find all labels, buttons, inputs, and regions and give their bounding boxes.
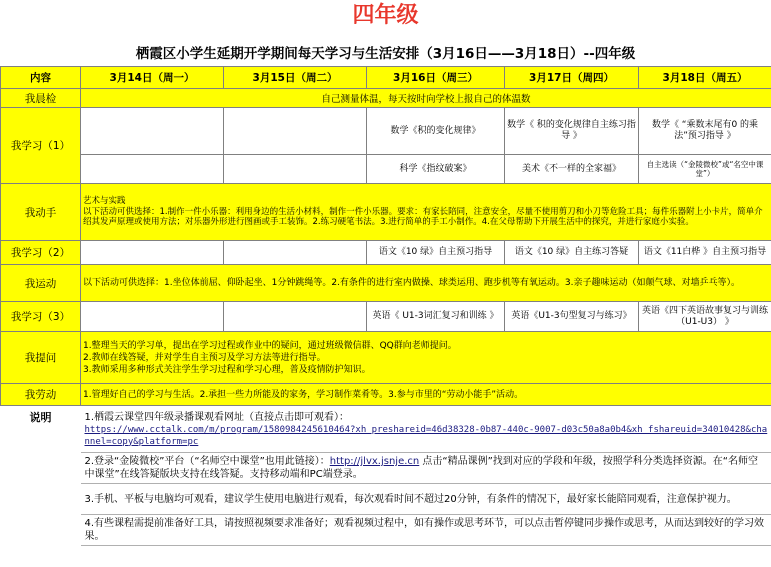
study1-a-day1 [81,108,224,155]
note-3: 3.手机、平板与电脑均可观看，建议学生使用电脑进行观看，每次观看时间不超过20分钟，有条件的情况下，最好家长能陪同观看，注意保护视力。 [81,484,771,515]
ask-line-3: 3.教师采用多种形式关注学生学习过程和学习心理，普及疫情防护知识。 [83,364,371,375]
notes-row [1,406,771,453]
row-study2 [1,241,771,265]
note-1 [81,406,771,453]
study1-a-day4: 数学《 积的变化规律自主练习指导 》 [505,108,639,155]
grade-title: 四年级 [352,3,419,28]
row-study1-b [1,155,771,184]
note-1-text: 1.栖霞云课堂四年级录播课观看网址（直接点击即可观看）： [84,411,350,423]
labor-text: 1.管理好自己的学习与生活。2.承担一些力所能及的家务，学习制作菜肴等。3.参与市里的“劳动小能手”活动。 [81,384,771,406]
study2-day1 [81,241,224,265]
morning-text: 自己测量体温，每天按时向学校上报自己的体温数 [81,89,771,108]
header-day-2: 3月15日（周二） [224,67,367,89]
row-exercise [1,265,771,302]
row-hands [1,184,771,241]
label-study1: 我学习（1） [1,108,81,184]
row-study1-a [1,108,771,155]
row-morning [1,89,771,108]
notes-row-2 [1,453,771,484]
hands-text: 艺术与实践 以下活动可供选择：1.制作一件小乐器：利用身边的生活小材料，制作一件小乐器。要求：有家长陪同，注意安全，尽量不使用剪刀和小刀等危险工具；每件乐器附上小卡片，简单介绍其发声原理或使用方法；对乐器外形进行图画或手工装饰。2.练习硬笔书法。3.进行简单的手工小制作。4.在父母帮助下开展生活中的探究，并进行家庭小实验。 [81,184,771,241]
header-content: 内容 [1,67,81,89]
study2-day2 [224,241,367,265]
study3-day1 [81,302,224,332]
label-labor: 我劳动 [1,384,81,406]
note-2-pre: 2.登录“金陵微校”平台（“名师空中课堂”也用此链接）： [84,456,330,467]
study3-day3: 英语《 U1-3词汇复习和训练 》 [367,302,505,332]
study3-day2 [224,302,367,332]
label-study3: 我学习（3） [1,302,81,332]
exercise-text: 以下活动可供选择：1.坐位体前屈、仰卧起坐、1分钟跳绳等。2.有条件的进行室内做操、球类运用、跑步机等有氧运动。3.亲子趣味运动（如颠气球、对墙乒乓等）。 [81,265,771,302]
header-day-4: 3月17日（周四） [505,67,639,89]
notes-row-4 [1,515,771,546]
notes-label: 说明 [1,406,81,546]
header-day-5: 3月18日（周五） [639,67,771,89]
header-day-1: 3月14日（周一） [81,67,224,89]
ask-line-1: 1.整理当天的学习单，提出在学习过程或作业中的疑问，通过班级微信群、QQ群向老师提问。 [83,340,457,351]
label-morning: 我晨检 [1,89,81,108]
notes-row-3 [1,484,771,515]
study1-a-day5: 数学《 “乘数末尾有0 的乘法”预习指导 》 [639,108,771,155]
schedule-title: 栖霞区小学生延期开学期间每天学习与生活安排（3月16日——3月18日）--四年级 [135,46,636,62]
study1-b-day1 [81,155,224,184]
study1-b-day2 [224,155,367,184]
study1-a-day2 [224,108,367,155]
label-exercise: 我运动 [1,265,81,302]
note-4: 4.有些课程需提前准备好工具，请按照视频要求准备好；观看视频过程中，如有操作或思考环节，可以点击暂停键同步操作或思考，从而达到较好的学习效果。 [81,515,771,546]
study1-a-day3: 数学《积的变化规律》 [367,108,505,155]
ask-text [81,332,771,384]
schedule-table [0,66,771,546]
note-2 [81,453,771,484]
jlvx-link[interactable]: http://jlvx.jsnje.cn [329,456,420,467]
header-row [1,67,771,89]
study2-day3: 语文《10 绿》自主预习指导 [367,241,505,265]
study2-day4: 语文《10 绿》自主练习答疑 [505,241,639,265]
row-labor [1,384,771,406]
study1-b-day4: 美术《不一样的全家福》 [505,155,639,184]
study2-day5: 语文《11白桦 》自主预习指导 [639,241,771,265]
study3-day4: 英语《U1-3句型复习与练习》 [505,302,639,332]
row-study3 [1,302,771,332]
label-hands: 我动手 [1,184,81,241]
header-day-3: 3月16日（周三） [367,67,505,89]
ask-line-2: 2.教师在线答疑，并对学生自主预习及学习方法等进行指导。 [83,352,326,363]
study1-b-day5: 自主选读（“金陵微校”或“名空中课堂”） [639,155,771,184]
row-ask [1,332,771,384]
label-study2: 我学习（2） [1,241,81,265]
study3-day5: 英语《四下英语故事复习与训练（U1-U3） 》 [639,302,771,332]
cctalk-link[interactable]: https://www.cctalk.com/m/program/1580984245610464?xh_preshareid=46d38328-0b87-440c-9007-d03c50a8a0b4&xh_fshareuid=34010428&channel=copy&platform=pc [84,424,768,447]
label-ask: 我提问 [1,332,81,384]
note-2-post: 点击“精品课例”找到对应的学段和年级，按照学科分类选择资源。在“名师空中课堂”在线答疑版块支持在线答疑。支持移动端和PC端登录。 [84,456,758,480]
study1-b-day3: 科学《指纹破案》 [367,155,505,184]
